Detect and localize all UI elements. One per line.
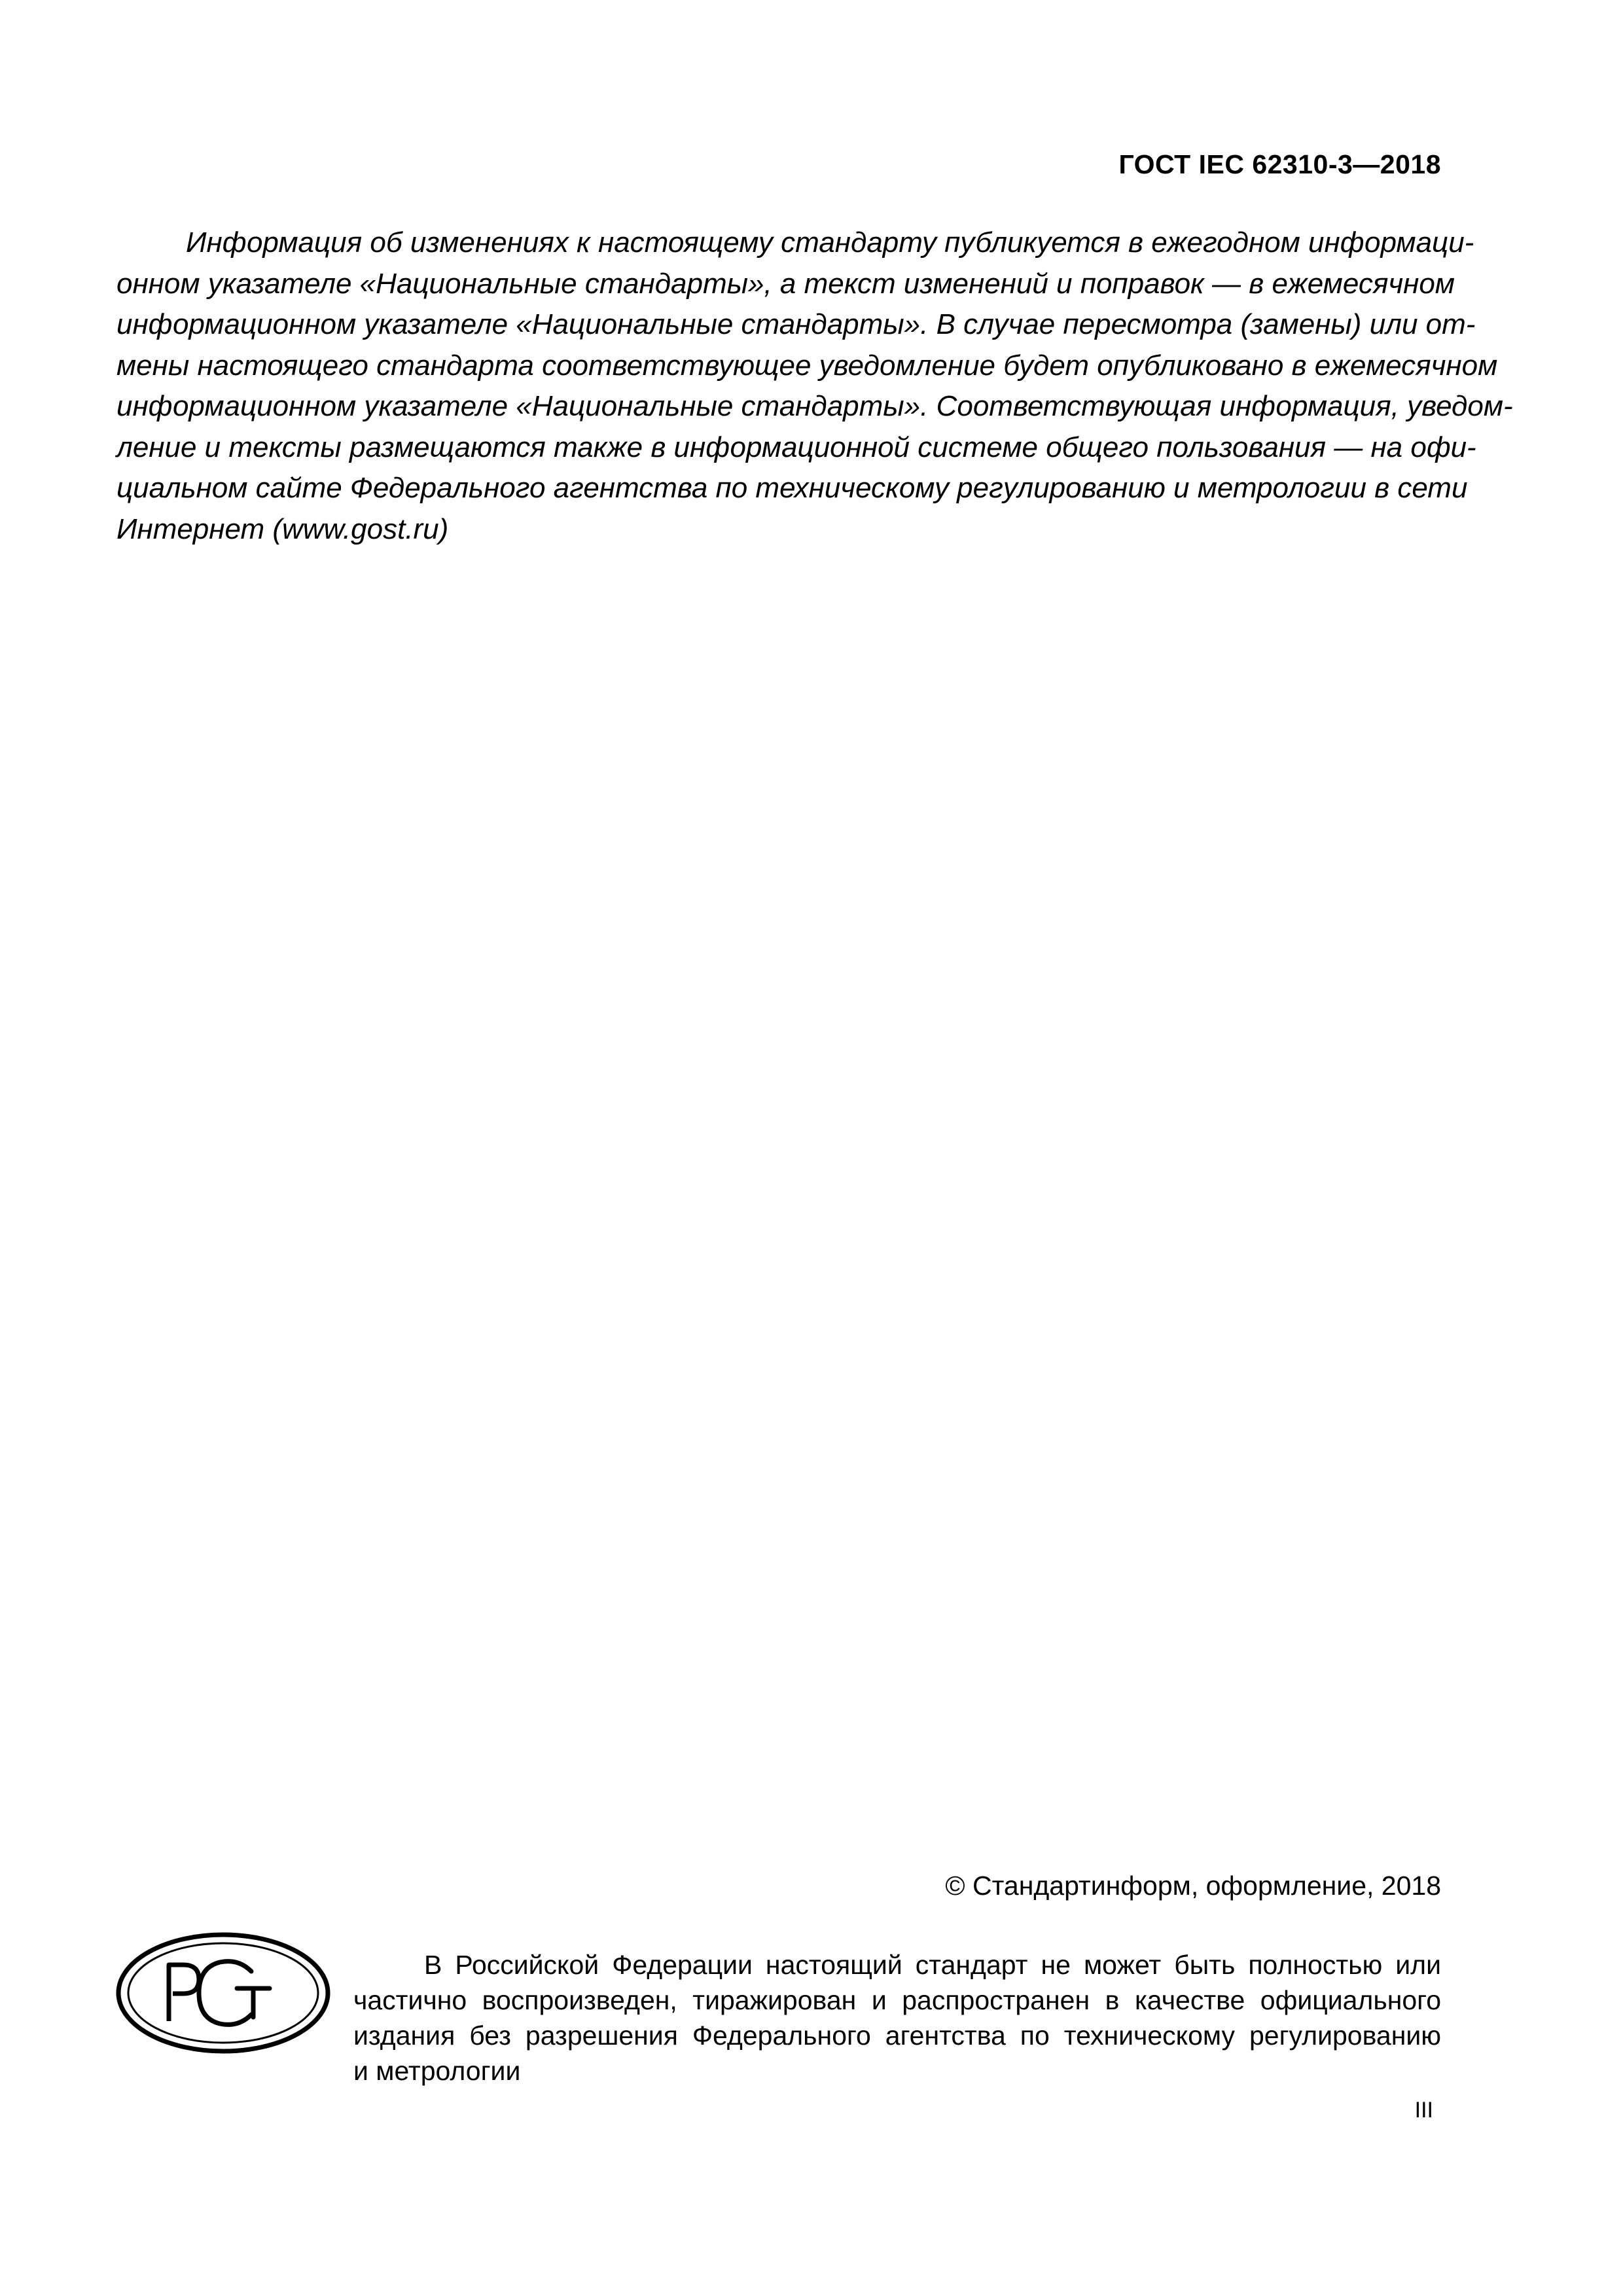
reproduction-rights-notice — [353, 1947, 1441, 2089]
notice-line: информационном указателе «Национальные стандарты». Соответствующая информация, уведом- — [116, 390, 1513, 422]
page-number: III — [1414, 2098, 1433, 2123]
notice-line: информационном указателе «Национальные стандарты». В случае пересмотра (замены) или от- — [116, 308, 1476, 340]
rst-logo-icon — [115, 1931, 331, 2055]
notice-line: Информация об изменениях к настоящему стандарту публикуется в ежегодном информаци- — [186, 226, 1474, 259]
rights-line: частично воспроизведен, тиражирован и распространен в качестве официального — [353, 1985, 1441, 2015]
rights-line: и метрологии — [353, 2056, 521, 2086]
notice-line: ление и тексты размещаются также в информационной системе общего пользования — на офи- — [116, 431, 1476, 463]
notice-line: циальном сайте Федерального агентства по техническому регулированию и метрологии в сети — [116, 472, 1468, 504]
rights-line: В Российской Федерации настоящий стандарт не может быть полностью или — [424, 1950, 1441, 1980]
publication-notice — [116, 223, 1513, 550]
document-code: ГОСТ IEC 62310-3—2018 — [1118, 149, 1441, 179]
notice-line: мены настоящего стандарта соответствующее уведомление будет опубликовано в ежемесячном — [116, 349, 1498, 382]
notice-line: Интернет (www.gost.ru) — [116, 512, 449, 545]
copyright-notice: © Стандартинформ, оформление, 2018 — [945, 1871, 1441, 1901]
rights-line: издания без разрешения Федерального агентства по техническому регулированию — [353, 2020, 1441, 2051]
notice-line: онном указателе «Национальные стандарты», а текст изменений и поправок — в ежемесячном — [116, 267, 1455, 300]
